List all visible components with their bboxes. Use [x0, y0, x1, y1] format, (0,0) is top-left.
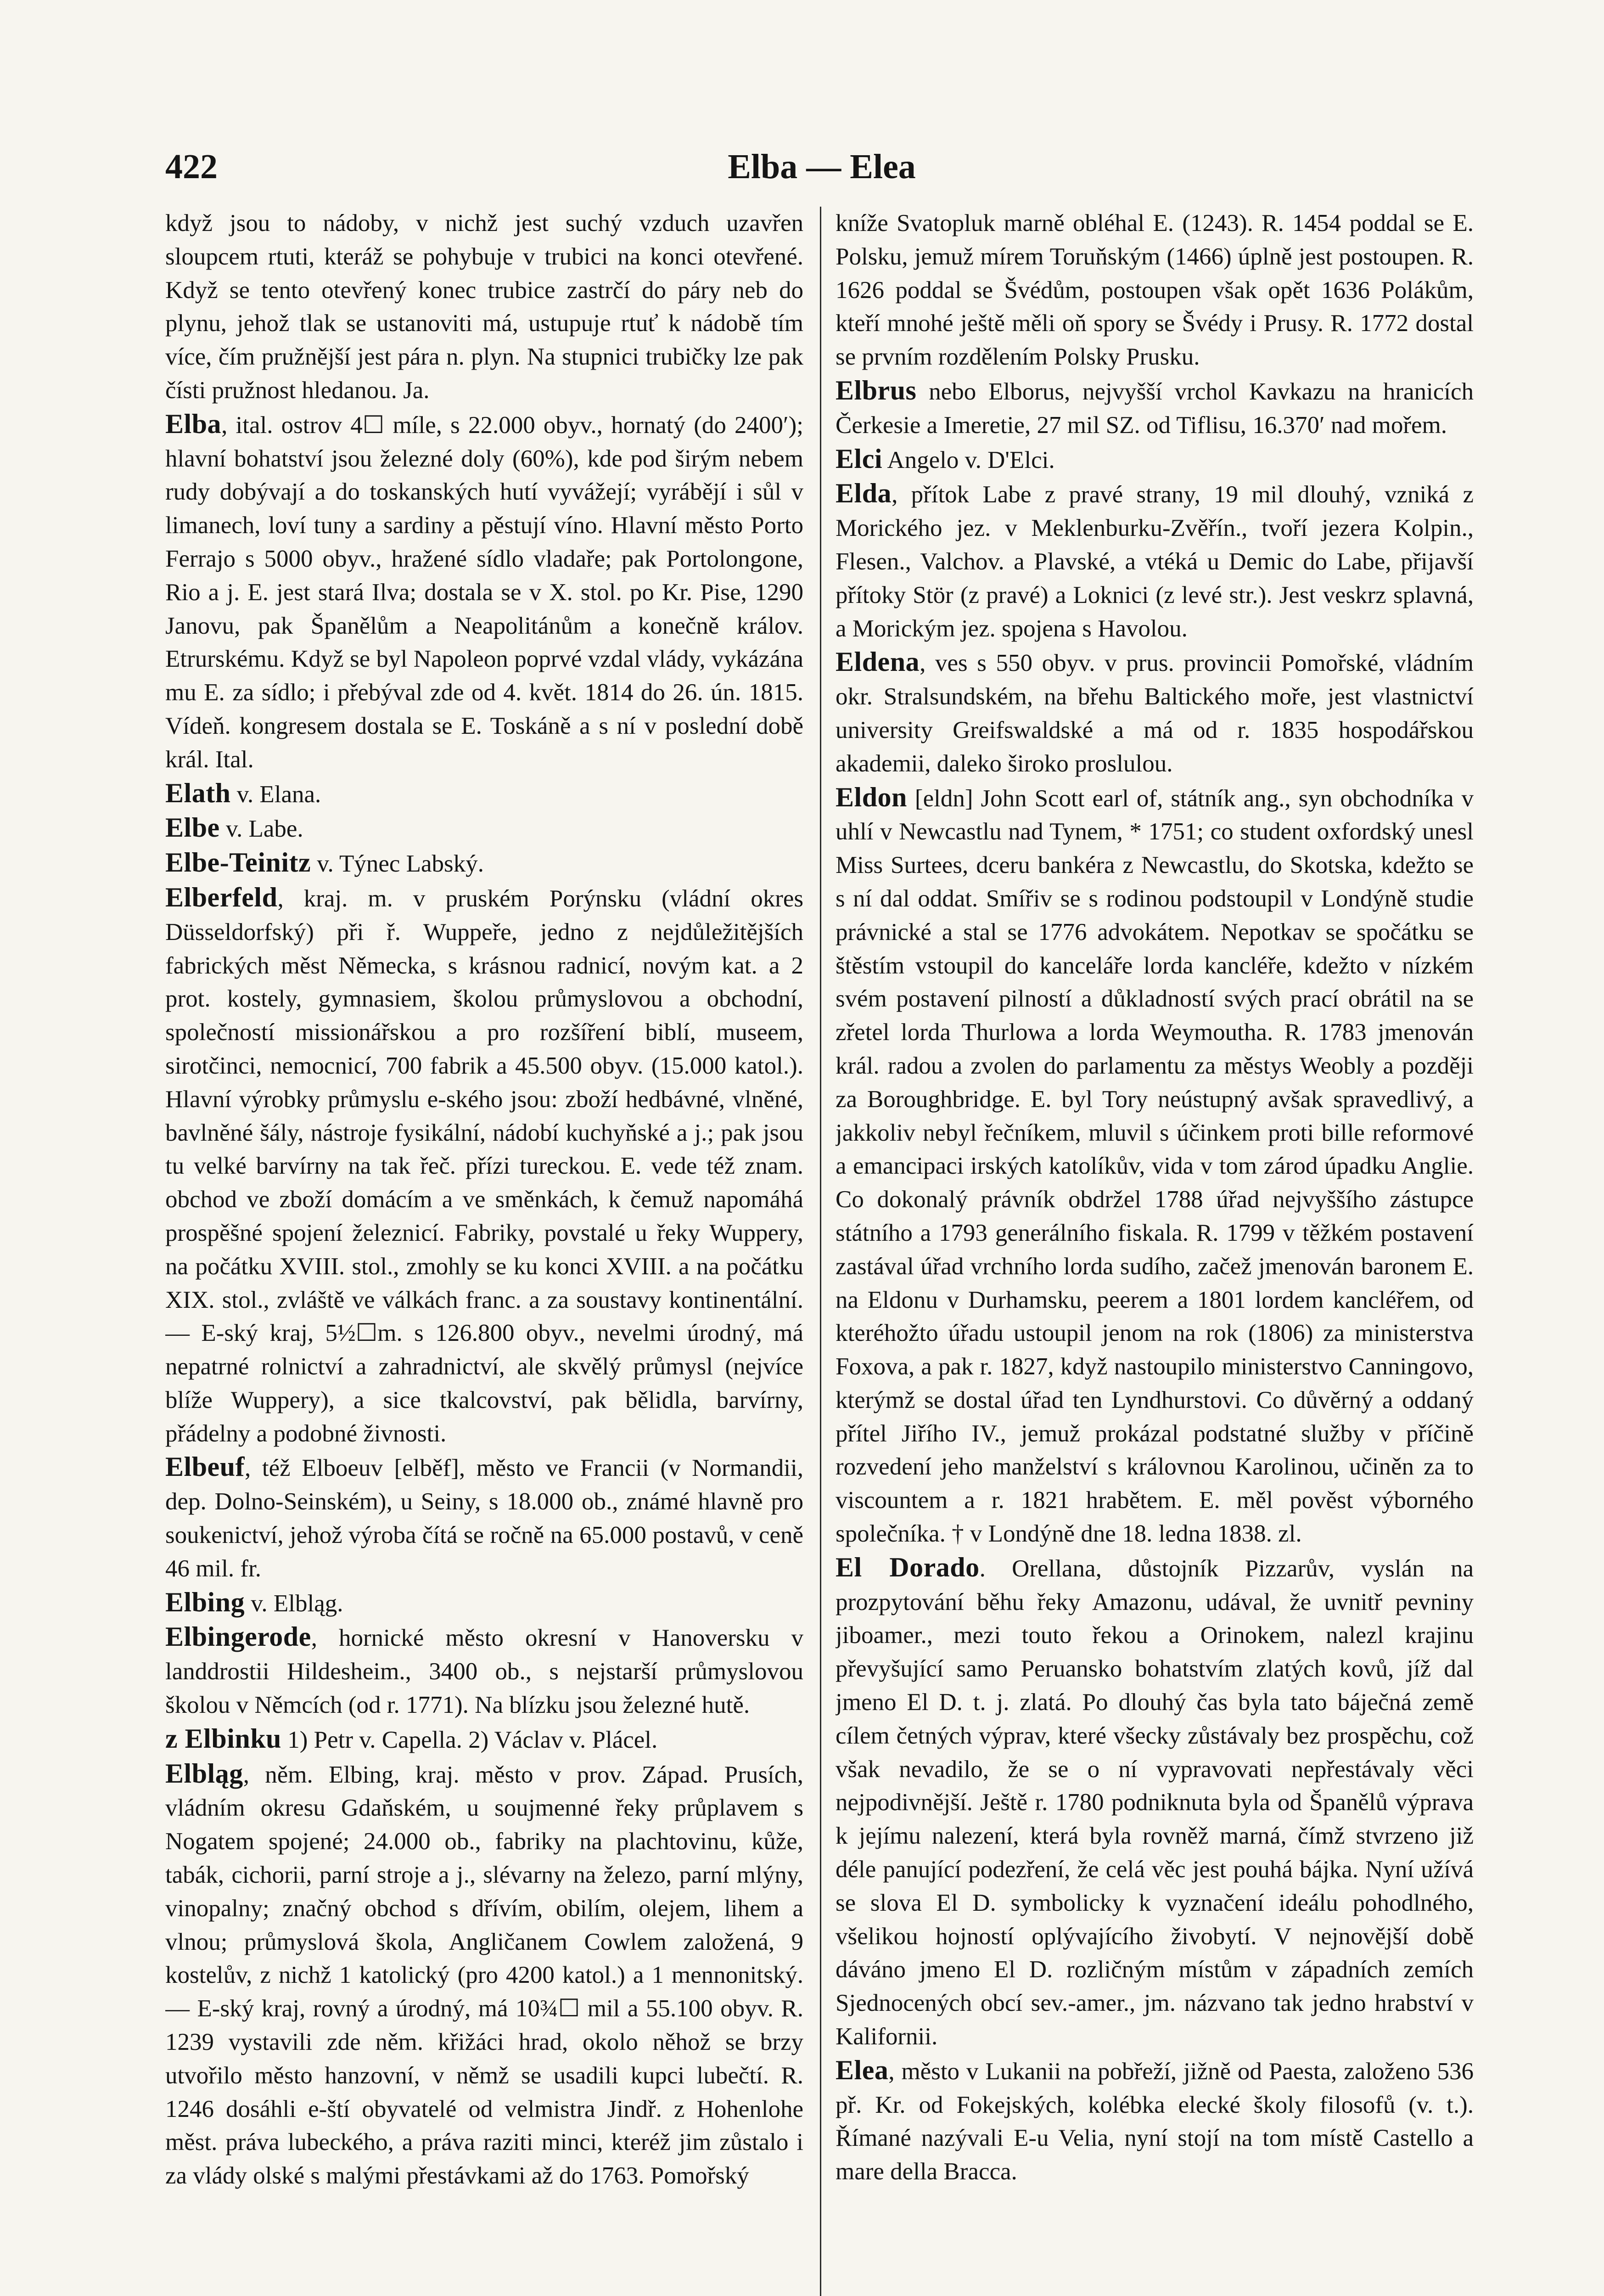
page-header: [165, 147, 1478, 197]
dictionary-entry: [836, 477, 1474, 645]
dictionary-entry: [836, 2054, 1474, 2189]
entry-text: v. Labe.: [219, 816, 303, 843]
dictionary-entry: [165, 1757, 803, 2193]
entry-text: , přítok Labe z pravé strany, 19 mil dlouhý, vzniká z Morického jez. v Meklenburku-Zvěřín., tvoří jezera Kolpin., Flesen., Valchov. a Plavské, a vtéká u Demic do Labe, přijavší přítoky Stör (z pravé) a Loknici (z levé str.). Jest veskrz splavná, a Morickým jez. spojena s Havolou.: [836, 481, 1474, 642]
entry-headword: Elbrus: [836, 375, 917, 405]
dictionary-entry: [165, 846, 803, 881]
dictionary-entry: [836, 1551, 1474, 2054]
dictionary-entry: [165, 1586, 803, 1621]
entry-text: v. Elbląg.: [245, 1590, 343, 1617]
dictionary-entry: [165, 811, 803, 846]
dictionary-entry: [165, 1722, 803, 1757]
column-divider: [820, 207, 821, 2296]
entry-text: , něm. Elbing, kraj. město v prov. Západ. Prusích, vládním okresu Gdaňském, u soujmenné řeky průplavem s Nogatem spojené; 24.000 ob., fabriky na plachtovinu, kůže, tabák, cichorii, parní stroje a j., slévarny na železo, parní mlýny, vinopalny; značný obchod s dřívím, obilím, olejem, lihem a vlnou; průmyslová škola, Angličanem Cowlem založená, 9 kostelův, z nichž 1 katolický (pro 4200 katol.) a 1 mennonitský. — E-ský kraj, rovný a úrodný, má 10¾☐ mil a 55.100 obyv. R. 1239 vystavili zde něm. křižáci hrad, okolo něhož se brzy utvořilo město hanzovní, v němž se usadili kupci lubečtí. R. 1246 dosáhli e-ští obyvatelé od velmistra Jindř. z Hohenlohe měst. práva lubeckého, a práva raziti minci, kteréž jim zůstalo i za vlády olské s malými přestávkami až do 1763. Pomořský: [165, 1761, 803, 2189]
entry-text: když jsou to nádoby, v nichž jest suchý vzduch uzavřen sloupcem rtuti, kteráž se pohybuje v trubici na konci otevřené. Když se tento otevřený konec trubice zastrčí do páry neb do plynu, jehož tlak se ustanoviti má, ustupuje rtuť k nádobě tím více, čím pružnější jest pára n. plyn. Na stupnici trubičky lze pak čísti pružnost hledanou. Ja.: [165, 210, 803, 404]
running-head: Elba — Elea: [728, 147, 916, 186]
entry-text: Angelo v. D'Elci.: [882, 446, 1055, 473]
entry-headword: Elberfeld: [165, 882, 278, 912]
right-column: [836, 207, 1474, 2296]
entry-headword: Elbing: [165, 1587, 245, 1617]
entry-headword: Elath: [165, 777, 231, 808]
entry-headword: Elci: [836, 443, 882, 474]
dictionary-entry: [836, 374, 1474, 442]
dictionary-entry: [836, 442, 1474, 477]
entry-text: , ital. ostrov 4☐ míle, s 22.000 obyv., hornatý (do 2400′); hlavní bohatství jsou železné doly (60%), kde pod širým nebem rudy dobývají a do toskanských hutí vyvážejí; vyrábějí i sůl v limanech, loví tuny a sardiny a pěstují víno. Hlavní město Porto Ferrajo s 5000 obyv., hražené sídlo vladaře; pak Portolongone, Rio a j. E. jest stará Ilva; dostala se v X. stol. po Kr. Pise, 1290 Janovu, pak Španělům a Neapolitánům a konečně králov. Etrurskému. Když se byl Napoleon poprvé vzdal vlády, vykázána mu E. za sídlo; i přebýval zde od 4. květ. 1814 do 26. ún. 1815. Vídeň. kongresem dostala se E. Toskáně a s ní v poslední době král. Ital.: [165, 411, 803, 773]
dictionary-entry: [836, 207, 1474, 374]
left-column: [165, 207, 803, 2296]
entry-text: , město v Lukanii na pobřeží, jižně od Paesta, založeno 536 př. Kr. od Fokejských, kolébka elecké školy filosofů (v. t.). Římané nazývali E-u Velia, nyní stojí na tom místě Castello a mare della Bracca.: [836, 2058, 1474, 2185]
dictionary-entry: [165, 207, 803, 407]
entry-headword: Elbeuf: [165, 1452, 245, 1482]
entry-headword: Elbingerode: [165, 1621, 311, 1652]
entry-headword: Elea: [836, 2054, 889, 2085]
entry-text: , kraj. m. v pruském Porýnsku (vládní okres Düsseldorfský) při ř. Wuppeře, jedno z nejdůležitějších fabrických měst Německa, s krásnou radnicí, novým kat. a 2 prot. kostely, gymnasiem, školou průmyslovou a obchodní, společností missionářskou a pro rozšíření biblí, museem, sirotčinci, nemocnicí, 700 fabrik a 45.500 obyv. (15.000 katol.). Hlavní výrobky průmyslu e-ského jsou: zboží hedbávné, vlněné, bavlněné šály, nástroje fysikální, nádobí kuchyňské a j.; pak jsou tu velké barvírny na tak řeč. přízi tureckou. E. vede též znam. obchod ve zboží domácím a ve směnkách, k čemuž napomáhá prospěšné spojení železnicí. Fabriky, povstalé u řeky Wuppery, na počátku XVIII. stol., zmohly se ku konci XVIII. a na počátku XIX. stol., zvláště ve válkách franc. a za soustavy kontinentální. — E-ský kraj, 5½☐m. s 126.800 obyv., nevelmi úrodný, má nepatrné rolnictví a zahradnictví, ale skvělý průmysl (nejvíce blíže Wuppery), a sice tkalcovství, pak bělidla, barvírny, přádelny a podobné živnosti.: [165, 885, 803, 1447]
page-number: 422: [165, 147, 218, 186]
entry-text: v. Elana.: [230, 781, 321, 808]
entry-text: [eldn] John Scott earl of, státník ang., syn obchodníka v uhlí v Newcastlu nad Tynem, * 1751; co student oxfordský unesl Miss Surtees, dceru bankéra z Newcastlu, do Skotska, kdežto se s ní dal oddat. Smířiv se s rodinou podstoupil v Londýně studie právnické a stal se 1776 advokátem. Nepotkav se spočátku se štěstím vstoupil do kanceláře lorda kancléře, kdežto v nízkém svém postavení pilností a důkladností svých prací obrátil na se zřetel lorda Thurlowa a lorda Weymouthа. R. 1783 jmenován král. radou a zvolen do parlamentu za městys Weobly a později za Boroughbridge. E. byl Tory neústupný avšak spravedlivý, a jakkoliv nebyl řečníkem, mluvil s účinkem proti bille reformové a emancipaci irských katolíkův, vida v tom zárod úpadku Anglie. Co dokonalý právník obdržel 1788 úřad nejvyššího zástupce státního a 1793 generálního fiskala. R. 1799 v těžkém postavení zastával úřad vrchního lorda sudího, začež jmenován baronem E. na Eldonu v Durhamsku, peerem a 1801 lordem kancléřem, od kteréhožto úřadu ustoupil jenom na rok (1806) za ministerstva Foxova, a pak r. 1827, když nastoupilo ministerstvo Canningovo, kterýmž se dostal úřad ten Lyndhurstovi. Co důvěrný a oddaný přítel Jiřího IV., jemuž prokázal podstatné služby v příčině rozvedení jeho manželství s královnou Karolinou, učiněn za to viscountem a r. 1821 hrabětem. E. měl pověst výborného společníka. † v Londýně dne 18. ledna 1838. zl.: [836, 785, 1474, 1548]
entry-headword: El Dorado: [836, 1552, 980, 1582]
entry-text: , ves s 550 obyv. v prus. provincii Pomořské, vládním okr. Stralsundském, na břehu Baltického moře, jest vlastnictví university Greifswaldské a má od r. 1835 hospodářskou akademii, daleko široko proslulou.: [836, 650, 1474, 777]
entry-headword: z Elbinku: [165, 1723, 281, 1754]
dictionary-entry: [165, 881, 803, 1451]
entry-text: kníže Svatopluk marně obléhal E. (1243). R. 1454 poddal se E. Polsku, jemuž mírem Toruňským (1466) úplně jest postoupen. R. 1626 poddal se Švédům, postoupen však opět 1636 Polákům, kteří mnohé ještě měli oň spory se Švédy i Prusy. R. 1772 dostal se prvním rozdělením Polsky Prusku.: [836, 210, 1474, 371]
entry-headword: Eldena: [836, 647, 920, 677]
entry-headword: Elbe-Teinitz: [165, 847, 311, 878]
entry-text: , hornické město okresní v Hanoversku v landdrostii Hildesheim., 3400 ob., s nejstarší průmyslovou školou v Němcích (od r. 1771). Na blízku jsou železné hutě.: [165, 1625, 803, 1719]
dictionary-entry: [836, 781, 1474, 1551]
entry-text: 1) Petr v. Capella. 2) Václav v. Plácel.: [281, 1726, 658, 1753]
entry-headword: Elda: [836, 478, 892, 509]
dictionary-entry: [165, 777, 803, 811]
entry-text: , též Elboeuv [elběf], město ve Francii (v Normandii, dep. Dolno-Seinském), u Seiny, s 18.000 ob., známé hlavně pro soukenictví, jehož výroba čítá se ročně na 65.000 postavů, v ceně 46 mil. fr.: [165, 1455, 803, 1582]
entry-headword: Elbe: [165, 812, 220, 843]
dictionary-entry: [836, 645, 1474, 780]
entry-headword: Elbląg: [165, 1758, 243, 1789]
entry-text: nebo Elborus, nejvyšší vrchol Kavkazu na hranicích Čerkesie a Imeretie, 27 mil SZ. od Tiflisu, 16.370′ nad mořem.: [836, 378, 1474, 439]
entry-text: v. Týnec Labský.: [311, 850, 484, 878]
entry-text: . Orellana, důstojník Pizzarův, vyslán na prozpytování běhu řeky Amazonu, udával, že uvnitř pevniny jiboamer., mezi touto řekou a Orinokem, nalezl krajinu převyšující samo Peruansko bohatstvím zlatých kovů, jíž dal jmeno El D. t. j. zlatá. Po dlouhý čas byla tato báječná země cílem četných výprav, které všecky zůstávaly bez prospěchu, což však nevadilo, že se o ní vypravovati nepřestávaly věci nejpodivnější. Ještě r. 1780 podniknuta byla od Španělů výprava k jejímu nalezení, která byla rovněž marná, čímž stvrzeno již déle panující podezření, že celá věc jest pouhá bájka. Nyní užívá se slova El D. symbolicky k vyznačení ideálu pohodlného, všelikou hojností oplývajícího živobytí. V nejnovější době dáváno jmeno El D. rozličným místům v západních zemích Sjednocených obcí sev.-amer., jm. názvano tak jedno hrabství v Kalifornii.: [836, 1555, 1474, 2050]
entry-headword: Elba: [165, 408, 222, 439]
entry-headword: Eldon: [836, 782, 907, 812]
dictionary-entry: [165, 1620, 803, 1722]
dictionary-entry: [165, 1450, 803, 1585]
dictionary-entry: [165, 407, 803, 777]
